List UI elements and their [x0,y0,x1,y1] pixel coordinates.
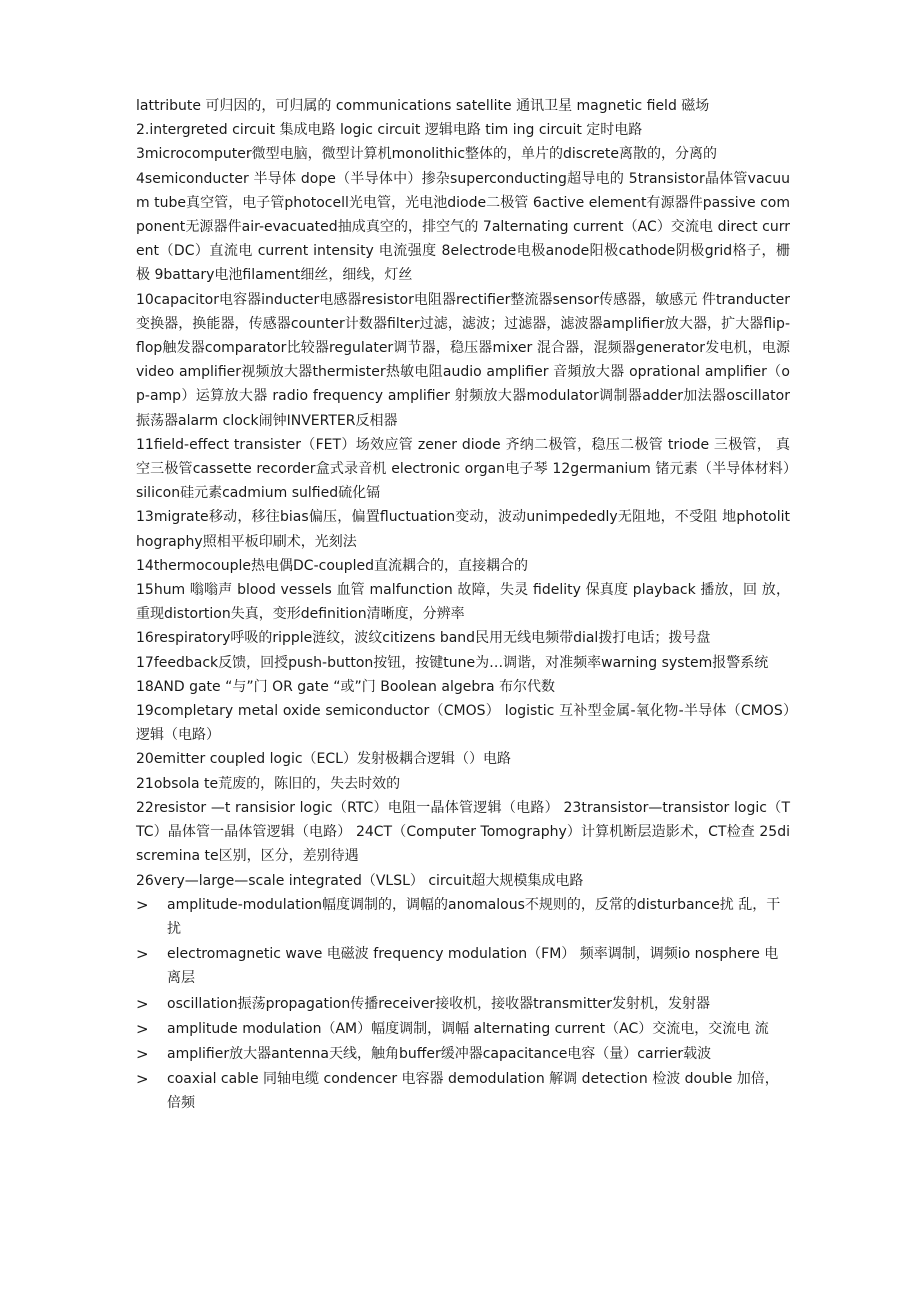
bullet-text: amplifier放大器antenna天线，触角buffer缓冲器capacitance电容（量）carrier载波 [167,1045,712,1062]
bullet-item-2 [136,942,790,990]
paragraph-4: 4semiconducter 半导体 dope（半导体中）掺杂superconducting超导电的 5transistor晶体管vacuum tube真空管，电子管photocell光电管，光电池diode二极管 6active element有源器件passive component无源器件air-evacuated抽成真空的，排空气的 7alternating current（AC）交流电 direct current（DC）直流电 current intensity 电流强度 8electrode电极anode阳极cathode阴极grid格子，栅极 9battary电池filament细丝，细线，灯丝 [136,170,790,284]
paragraph-3: 3microcomputer微型电脑，微型计算机monolithic整体的，单片的discrete离散的，分离的 [136,146,717,163]
paragraph-12: 18AND gate “与”门 OR gate “或”门 Boolean algebra 布尔代数 [136,678,556,695]
bullet-arrow-icon: > [136,945,149,964]
paragraph-7: 13migrate移动，移往bias偏压，偏置fluctuation变动，波动unimpededly无阻地，不受阻 地photolithography照相平板印刷术，光刻法 [136,509,790,550]
bullet-arrow-icon: > [136,1044,149,1063]
paragraph-5: 10capacitor电容器inducter电感器resistor电阻器rectifier整流器sensor传感器，敏感元 件tranducter变换器，换能器，传感器counter计数器filter过滤，滤波；过滤器，滤波器amplifier放大器，扩大器flip-flop触发器comparator比较器regulater调节器，稳压器mixer 混合器，混频器generator发电机，电源video amplifier视频放大器thermister热敏电阻audio amplifier 音頻放大器 oprational amplifier（op-amp）运算放大器 radio frequency amplifier 射频放大器modulator调制器adder加法器oscillator振荡器alarm clock闹钟INVERTER反相器 [136,291,790,429]
bullet-text: oscillation振荡propagation传播receiver接收机，接收器transmitter发射机，发射器 [167,995,711,1012]
bullet-text: coaxial cable 同轴电缆 condencer 电容器 demodulation 解调 detection 检波 double 加倍， 倍频 [167,1071,779,1112]
bullet-text: amplitude modulation（AM）幅度调制，调幅 alternating current（AC）交流电，交流电 流 [167,1020,769,1037]
bullet-list [136,893,790,1116]
bullet-arrow-icon: > [136,895,149,914]
paragraph-16: 22resistor —t ransisior logic（RTC）电阻一晶体管逻辑（电路） 23transistor—transistor logic（TTC）晶体管一晶体管逻辑（电路） 24CT（Computer Tomography）计算机断层造影术，CT检查 25discremina te区别，区分，差别待遇 [136,799,790,865]
bullet-text: amplitude-modulation幅度调制的，调幅的anomalous不规则的，反常的disturbance扰 乱，干扰 [167,896,781,937]
bullet-arrow-icon: > [136,1070,149,1089]
paragraph-9: 15hum 嗡嗡声 blood vessels 血管 malfunction 故障，失灵 fidelity 保真度 playback 播放，回 放，重现distortion失真，变形definition清晰度，分辨率 [136,582,790,623]
bullet-arrow-icon: > [136,1019,149,1038]
bullet-arrow-icon: > [136,994,149,1013]
paragraph-8: 14thermocouple热电偶DC-coupled直流耦合的，直接耦合的 [136,557,529,574]
paragraph-17: 26very—large—scale integrated（VLSL） circuit超大规模集成电路 [136,872,584,889]
bullet-item-5 [136,1042,790,1066]
bullet-item-4 [136,1017,790,1041]
bullet-item-1 [136,893,790,941]
paragraph-11: 17feedback反馈，回授push-button按钮，按键tune为…调谐，对准频率warning system报警系统 [136,654,769,671]
bullet-text: electromagnetic wave 电磁波 frequency modulation（FM） 频率调制，调频io nosphere 电离层 [167,946,779,987]
paragraph-2: 2.intergreted circuit 集成电路 logic circuit 逻辑电路 tim ing circuit 定时电路 [136,122,643,139]
bullet-item-6 [136,1067,790,1115]
bullet-item-3 [136,992,790,1016]
paragraph-14: 20emitter coupled logic（ECL）发射极耦合逻辑（）电路 [136,751,511,768]
paragraph-15: 21obsola te荒废的，陈旧的，失去时效的 [136,775,401,792]
paragraph-1: lattribute 可归因的，可归属的 communications satellite 通讯卫星 magnetic field 磁场 [136,98,710,114]
document-body [136,94,790,1117]
paragraph-13: 19completary metal oxide semiconductor（CMOS） logistic 互补型金属-氧化物-半导体（CMOS）逻辑（电路） [136,703,790,744]
paragraph-6: 11field-effect transister（FET）场效应管 zener diode 齐纳二极管，稳压二极管 triode 三极管， 真空三极管cassette recorder盒式录音机 electronic organ电子琴 12germanium 锗元素（半导体材料）silicon硅元素cadmium sulfied硫化镉 [136,436,790,502]
paragraph-10: 16respiratory呼吸的ripple涟纹，波纹citizens band民用无线电频带dial拨打电话；拨号盘 [136,630,711,647]
